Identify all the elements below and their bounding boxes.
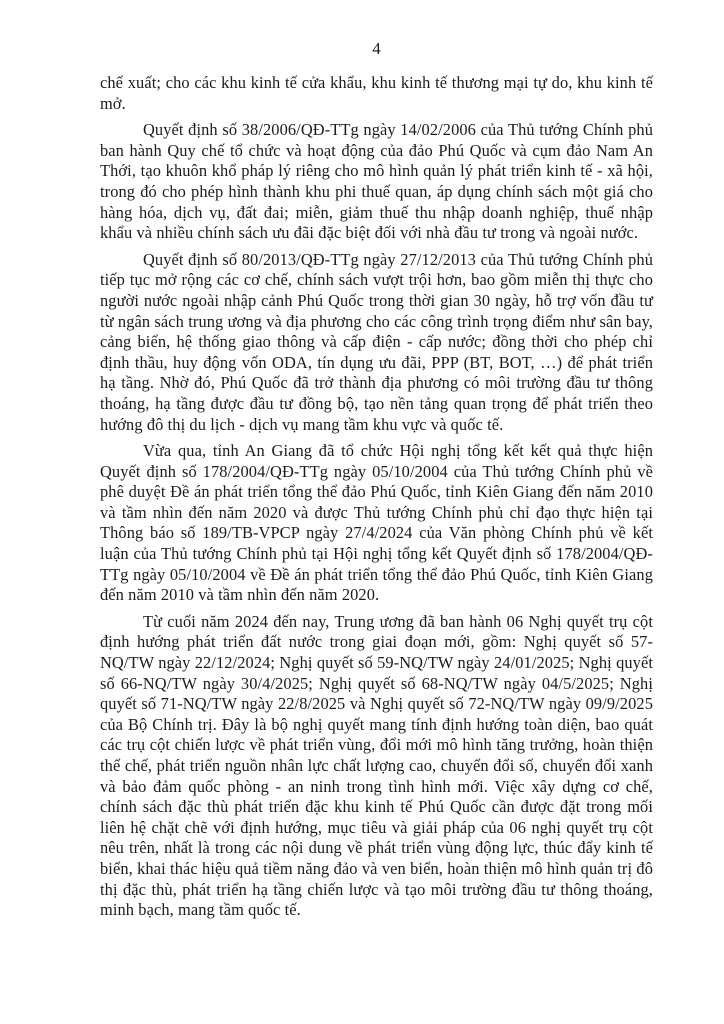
paragraph-continuation: chế xuất; cho các khu kinh tế cửa khẩu, khu kinh tế thương mại tự do, khu kinh tế mở. (100, 73, 653, 113)
page-number: 4 (372, 39, 381, 58)
paragraph-decision-38-2006: Quyết định số 38/2006/QĐ-TTg ngày 14/02/2006 của Thủ tướng Chính phủ ban hành Quy chế tổ chức và hoạt động của đảo Phú Quốc và cụm đảo Nam An Thới, tạo khuôn khổ pháp lý riêng cho mô hình quản lý phát triển kinh tế - xã hội, trong đó cho phép hình thành khu phi thuế quan, áp dụng chính sách một giá cho hàng hóa, dịch vụ, đất đai; miễn, giảm thuế thu nhập doanh nghiệp, thuế nhập khẩu và nhiều chính sách ưu đãi đặc biệt đối với nhà đầu tư trong và ngoài nước. (100, 120, 653, 243)
paragraph-decision-80-2013: Quyết định số 80/2013/QĐ-TTg ngày 27/12/2013 của Thủ tướng Chính phủ tiếp tục mở rộng các cơ chế, chính sách vượt trội hơn, bao gồm miễn thị thực cho người nước ngoài nhập cảnh Phú Quốc trong thời gian 30 ngày, hỗ trợ vốn đầu tư từ ngân sách trung ương và địa phương cho các công trình trọng điểm như sân bay, cảng biển, hệ thống giao thông và cấp điện - cấp nước; đồng thời cho phép chỉ định thầu, huy động vốn ODA, tín dụng ưu đãi, PPP (BT, BOT, …) để phát triển hạ tầng. Nhờ đó, Phú Quốc đã trở thành địa phương có môi trường đầu tư thông thoáng, hạ tầng được đầu tư đồng bộ, tạo nền tảng quan trọng để phát triển theo hướng đô thị du lịch - dịch vụ mang tầm khu vực và quốc tế. (100, 249, 653, 434)
document-body (100, 73, 653, 921)
paragraph-an-giang-conference: Vừa qua, tỉnh An Giang đã tổ chức Hội nghị tổng kết kết quả thực hiện Quyết định số 178/2004/QĐ-TTg ngày 05/10/2004 của Thủ tướng Chính phủ về phê duyệt Đề án phát triển tổng thể đảo Phú Quốc, tỉnh Kiên Giang đến năm 2010 và tầm nhìn đến năm 2020 và được Thủ tướng Chính phủ chỉ đạo thực hiện tại Thông báo số 189/TB-VPCP ngày 27/4/2024 của Văn phòng Chính phủ về kết luận của Thủ tướng Chính phủ tại Hội nghị tổng kết Quyết định số 178/2004/QĐ-TTg ngày 05/10/2004 về Đề án phát triển tổng thể đảo Phú Quốc, tỉnh Kiên Giang đến năm 2010 và tầm nhìn đến năm 2020. (100, 441, 653, 605)
paragraph-resolutions-2024-2025: Từ cuối năm 2024 đến nay, Trung ương đã ban hành 06 Nghị quyết trụ cột định hướng phát triển đất nước trong giai đoạn mới, gồm: Nghị quyết số 57-NQ/TW ngày 22/12/2024; Nghị quyết số 59-NQ/TW ngày 24/01/2025; Nghị quyết số 66-NQ/TW ngày 30/4/2025; Nghị quyết số 68-NQ/TW ngày 04/5/2025; Nghị quyết số 71-NQ/TW ngày 22/8/2025 và Nghị quyết số 72-NQ/TW ngày 09/9/2025 của Bộ Chính trị. Đây là bộ nghị quyết mang tính định hướng toàn diện, bao quát các trụ cột chiến lược về phát triển vùng, đổi mới mô hình tăng trưởng, hoàn thiện thể chế, phát triển nguồn nhân lực chất lượng cao, chuyển đổi số, chuyển đổi xanh và bảo đảm quốc phòng - an ninh trong tình hình mới. Việc xây dựng cơ chế, chính sách đặc thù phát triển đặc khu kinh tế Phú Quốc cần được đặt trong mối liên hệ chặt chẽ với định hướng, mục tiêu và giải pháp của 06 nghị quyết trụ cột nêu trên, nhất là trong các nội dung về phát triển vùng động lực, thúc đẩy kinh tế biển, khai thác hiệu quả tiềm năng đảo và ven biển, hoàn thiện mô hình quản trị đô thị đặc thù, phát triển hạ tầng chiến lược và tạo môi trường đầu tư thông thoáng, minh bạch, mang tầm quốc tế. (100, 611, 653, 920)
